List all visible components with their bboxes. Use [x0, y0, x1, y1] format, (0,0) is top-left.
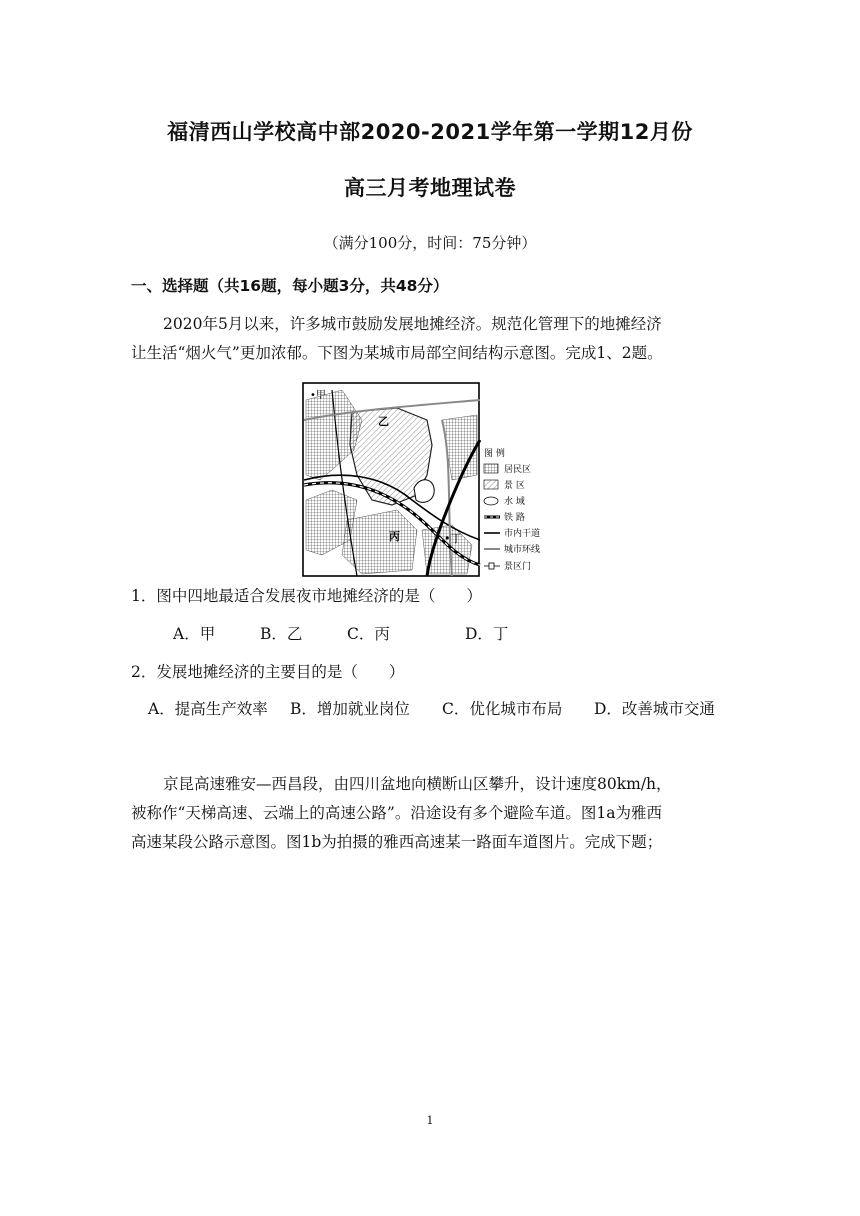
- legend-label-residential: 居民区: [504, 465, 532, 475]
- question2-option-a[interactable]: A．提高生产效率: [148, 700, 268, 718]
- question2-option-c[interactable]: C．优化城市布局: [442, 700, 563, 718]
- question1-option-c[interactable]: C．丙: [347, 625, 390, 643]
- legend-label-gate: 景区门: [504, 562, 532, 572]
- passage1-line1: 2020年5月以来，许多城市鼓励发展地摊经济。规范化管理下的地摊经济: [163, 315, 662, 333]
- legend-label-ring-road: 城市环线: [504, 545, 541, 555]
- question1-option-a[interactable]: A．甲: [173, 625, 216, 643]
- exam-title-line2: 高三月考地理试卷: [344, 176, 516, 200]
- question2-stem: 2．发展地摊经济的主要目的是（ ）: [131, 663, 405, 681]
- legend-swatch-water: [484, 497, 498, 505]
- question1-stem: 1．图中四地最适合发展夜市地摊经济的是（ ）: [131, 587, 482, 605]
- question1-option-d[interactable]: D．丁: [465, 625, 509, 643]
- question2-option-d[interactable]: D．改善城市交通: [594, 700, 715, 718]
- place-label-jia: •甲: [310, 390, 326, 401]
- legend-label-scenic: 景 区: [504, 481, 525, 491]
- question1-option-b[interactable]: B．乙: [260, 625, 303, 643]
- legend-label-railway: 铁 路: [504, 513, 525, 523]
- legend-label-water: 水 域: [504, 497, 525, 507]
- question2-option-b[interactable]: B．增加就业岗位: [290, 700, 410, 718]
- page-number: 1: [426, 1114, 434, 1127]
- passage2-line3: 高速某段公路示意图。图1b为拍摄的雅西高速某一路面车道图片。完成下题；: [131, 833, 663, 851]
- exam-info: （满分100分，时间：75分钟）: [323, 234, 537, 252]
- legend-swatch-scenic: [484, 480, 498, 489]
- legend-swatch-residential: [484, 464, 498, 473]
- exam-title-line1: 福清西山学校高中部2020-2021学年第一学期12月份: [167, 120, 693, 144]
- city-structure-map-figure: [302, 380, 552, 580]
- place-label-ding: •丁: [444, 532, 462, 545]
- legend-label-main-road: 市内干道: [504, 529, 541, 539]
- passage2-line1: 京昆高速雅安—西昌段，由四川盆地向横断山区攀升，设计速度80km/h，: [163, 775, 672, 793]
- legend-title: 图 例: [484, 449, 505, 459]
- residential-area: [342, 510, 417, 574]
- city-map-svg: [302, 380, 552, 580]
- water-body: [414, 480, 434, 503]
- place-label-bing: 丙: [389, 530, 400, 543]
- section-heading: 一、选择题（共16题，每小题3分，共48分）: [131, 277, 449, 295]
- passage2-line2: 被称作“天梯高速、云端上的高速公路”。沿途设有多个避险车道。图1a为雅西: [131, 804, 662, 822]
- passage1-line2: 让生活“烟火气”更加浓郁。下图为某城市局部空间结构示意图。完成1、2题。: [131, 344, 663, 362]
- place-label-yi: 乙: [378, 415, 389, 428]
